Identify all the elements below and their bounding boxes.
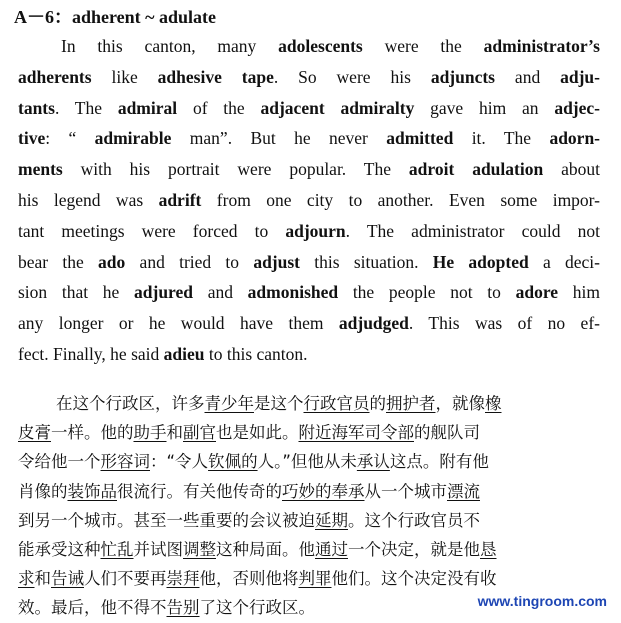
- english-line: [18, 93, 600, 124]
- text-run: a deci-: [528, 251, 601, 272]
- text-run: 肖像的: [18, 481, 68, 501]
- text-run: 人。”但他从未: [257, 452, 357, 472]
- english-line: [18, 216, 600, 247]
- vocab-word: tive: [18, 128, 46, 149]
- vocab-word: 钦佩的: [208, 452, 258, 472]
- text-run: tant meetings were forced to: [18, 220, 286, 241]
- vocab-word: adore: [515, 282, 559, 303]
- vocab-word: adolescents: [278, 36, 363, 56]
- vocab-word: adorn-: [549, 128, 600, 149]
- text-run: him: [558, 282, 600, 303]
- vocab-word: 海军司令部: [331, 423, 414, 443]
- text-run: and tried to: [125, 251, 254, 272]
- chinese-line: [18, 389, 603, 418]
- text-run: 在这个行政区，许多: [56, 394, 205, 413]
- vocab-word: 延期: [315, 510, 348, 530]
- english-line: [18, 308, 600, 339]
- english-line: [18, 31, 600, 62]
- text-run: 的: [369, 394, 386, 413]
- vocab-word: 青少年: [204, 394, 254, 413]
- text-run: 这种局面。他: [216, 539, 315, 559]
- text-run: 一个决定，就是他: [348, 539, 480, 559]
- text-run: 是这个: [254, 394, 304, 413]
- text-run: this situation.: [300, 251, 433, 272]
- vocab-word: 形容词: [100, 452, 150, 472]
- chinese-line: [18, 477, 603, 506]
- text-run: fect. Finally, he said: [18, 343, 164, 364]
- vocab-word: adjust: [253, 251, 301, 272]
- text-run: it. The: [453, 128, 550, 149]
- text-run: 。这个行政官员不: [348, 510, 480, 530]
- chinese-translation: [18, 389, 603, 623]
- text-run: 也是如此。: [216, 423, 299, 443]
- text-run: 从一个城市: [364, 481, 447, 501]
- text-run: : “: [45, 128, 95, 149]
- text-run: to this canton.: [204, 343, 308, 364]
- vocab-word: admiral: [117, 97, 178, 118]
- text-run: about: [543, 159, 600, 180]
- vocab-word: 承认: [356, 452, 390, 472]
- text-run: 很流行。有关他传奇的: [117, 481, 282, 501]
- vocab-word: 漂流: [447, 481, 480, 501]
- entry-heading: A－6：adherent ~ adulate: [14, 7, 217, 27]
- vocab-word: ado: [98, 251, 126, 272]
- text-run: 的舰队司: [414, 423, 480, 443]
- chinese-line: [18, 564, 603, 593]
- text-run: and: [495, 66, 561, 87]
- vocab-word: adroit adulation: [408, 159, 544, 180]
- text-run: . The administrator could not: [345, 220, 600, 241]
- vocab-word: adjacent admiralty: [260, 97, 415, 118]
- text-run: 人们不要再: [84, 569, 167, 589]
- vocab-word: 皮膏: [18, 423, 51, 443]
- vocab-word: 调整: [183, 539, 216, 559]
- english-line: [18, 62, 600, 93]
- vocab-word: adherents: [18, 66, 92, 87]
- vocab-word: adieu: [163, 343, 205, 364]
- vocab-word: adhesive tape: [157, 66, 274, 87]
- vocab-word: 附近: [298, 423, 332, 443]
- text-run: 并试图: [133, 539, 183, 559]
- vocab-word: admitted: [386, 128, 454, 149]
- chinese-line: [18, 535, 603, 564]
- chinese-line: [18, 447, 603, 476]
- english-line: [18, 185, 600, 216]
- text-run: 他们。这个决定没有收: [331, 569, 497, 589]
- text-run: man”. But he never: [171, 128, 387, 149]
- text-run: sion that he: [18, 282, 135, 303]
- vocab-word: 求: [18, 569, 35, 589]
- site-watermark: www.tingroom.com: [477, 593, 607, 609]
- vocab-word: 通过: [315, 539, 348, 559]
- text-run: 他，否则他将: [199, 569, 299, 589]
- english-line: [18, 339, 600, 370]
- text-run: 和: [34, 569, 51, 589]
- chinese-line: [18, 418, 603, 447]
- vocab-word: 行政官员: [303, 394, 370, 413]
- vocab-word: 忙乱: [100, 539, 134, 559]
- text-run: 和: [166, 423, 183, 443]
- english-line: [18, 154, 600, 185]
- text-run: any longer or he would have them: [18, 313, 339, 334]
- vocab-word: adjudged: [338, 313, 409, 334]
- vocab-word: 装饰品: [67, 481, 117, 501]
- vocab-word: admonished: [247, 282, 339, 303]
- text-run: were the: [362, 36, 484, 56]
- vocab-word: 巧妙的: [282, 481, 332, 501]
- text-run: like: [91, 66, 158, 87]
- vocab-word: He adopted: [432, 251, 529, 272]
- vocab-word: ments: [18, 159, 63, 180]
- text-run: with his portrait were popular. The: [62, 159, 409, 180]
- vocab-word: 助手: [133, 423, 167, 443]
- vocab-word: adjourn: [285, 220, 346, 241]
- vocab-word: 告诫: [51, 569, 84, 589]
- vocab-word: 告别: [166, 598, 200, 618]
- vocab-word: 橡: [485, 394, 502, 413]
- vocab-word: tants: [18, 97, 55, 118]
- vocab-word: 副官: [183, 423, 216, 443]
- vocab-word: 崇拜: [166, 569, 200, 589]
- text-run: 能承受这种: [18, 539, 101, 559]
- text-run: bear the: [18, 251, 99, 272]
- vocab-word: 判罪: [298, 569, 332, 589]
- vocab-word: adrift: [158, 189, 202, 210]
- text-run: 效。最后，他不得不: [18, 598, 167, 618]
- text-run: gave him an: [414, 97, 555, 118]
- chinese-line: [18, 506, 603, 535]
- english-passage: [18, 31, 600, 370]
- vocab-word: 恳: [480, 539, 497, 559]
- vocab-word: adju-: [560, 66, 600, 87]
- vocab-word: administrator’s: [483, 36, 600, 56]
- text-run: . The: [54, 97, 118, 118]
- text-run: from one city to another. Even some impor-: [201, 189, 600, 210]
- text-run: . So were his: [273, 66, 431, 87]
- english-line: [18, 247, 600, 278]
- vocab-word: adjured: [134, 282, 194, 303]
- text-run: ：“令人: [150, 452, 209, 472]
- text-run: In this canton, many: [61, 36, 279, 56]
- vocab-word: adjec-: [554, 97, 600, 118]
- text-run: of the: [177, 97, 261, 118]
- text-run: 令给他一个: [18, 452, 101, 472]
- text-run: and: [193, 282, 248, 303]
- text-run: 这点。附有他: [389, 452, 489, 472]
- text-run: his legend was: [18, 189, 159, 210]
- text-run: 了这个行政区。: [199, 598, 315, 618]
- vocab-word: 奉承: [331, 481, 365, 501]
- vocab-word: admirable: [94, 128, 172, 149]
- text-run: 一样。他的: [51, 423, 134, 443]
- vocab-word: 拥护者: [386, 394, 436, 413]
- english-line: [18, 123, 600, 154]
- english-line: [18, 277, 600, 308]
- vocab-word: adjuncts: [430, 66, 495, 87]
- text-run: ，就像: [435, 394, 485, 413]
- text-run: the people not to: [338, 282, 516, 303]
- text-run: 到另一个城市。甚至一些重要的会议被迫: [18, 510, 315, 530]
- text-run: . This was of no ef-: [408, 313, 600, 334]
